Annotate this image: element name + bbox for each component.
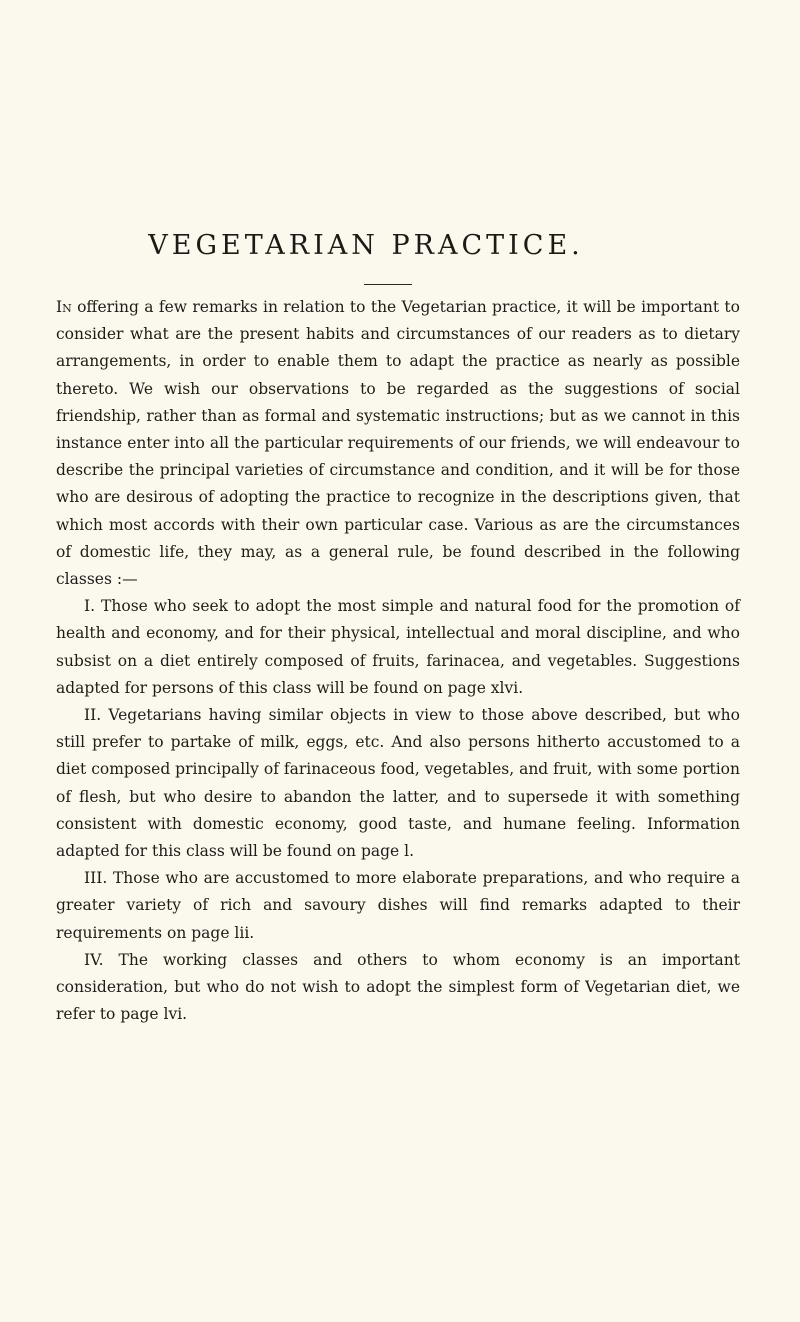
class-paragraph-2: II. Vegetarians having similar objects in view to those above described, but who still prefer to partake of milk, eggs, etc. And also persons hitherto accustomed to a diet composed principally of farinaceous food, vegetables, and fruit, with some portion of flesh, but who desire to abandon the latter, and to supersede it with something consistent with domestic economy, good taste, and humane feeling. Information adapted for this class will be found on page l. — [56, 706, 740, 861]
intro-lead-word: In — [56, 298, 72, 316]
class-paragraph-3: III. Those who are accustomed to more elaborate preparations, and who require a greater variety of rich and savoury dishes will find remarks adapted to their requirements on page lii. — [56, 869, 740, 942]
intro-text: offering a few remarks in relation to the Vegetarian practice, it will be important to consider what are the present habits and circumstances of our readers as to dietary arrangements, in order to enable them to adapt the practice as nearly as possible thereto. We wish our observations to be regarded as the suggestions of social friendship, rather than as formal and systematic instructions; but as we cannot in this instance enter into all the particular requirements of our friends, we will endeavour to describe the principal varieties of circumstance and condition, and it will be for those who are desirous of adopting the practice to recognize in the descriptions given, that which most accords with their own particular case. Various as are the circumstances of domestic life, they may, as a general rule, be found described in the following classes :— — [56, 298, 740, 589]
body-text — [56, 294, 740, 1028]
class-paragraph-1: I. Those who seek to adopt the most simple and natural food for the promotion of health and economy, and for their physical, intellectual and moral discipline, and who subsist on a diet entirely composed of fruits, farinacea, and vegetables. Suggestions adapted for persons of this class will be found on page xlvi. — [56, 597, 740, 697]
title-divider — [364, 284, 412, 285]
intro-paragraph — [56, 294, 740, 593]
page-title: VEGETARIAN PRACTICE. — [148, 230, 584, 261]
class-paragraph-4: IV. The working classes and others to whom economy is an important consideration, but who do not wish to adopt the simplest form of Vegetarian diet, we refer to page lvi. — [56, 950, 740, 1024]
